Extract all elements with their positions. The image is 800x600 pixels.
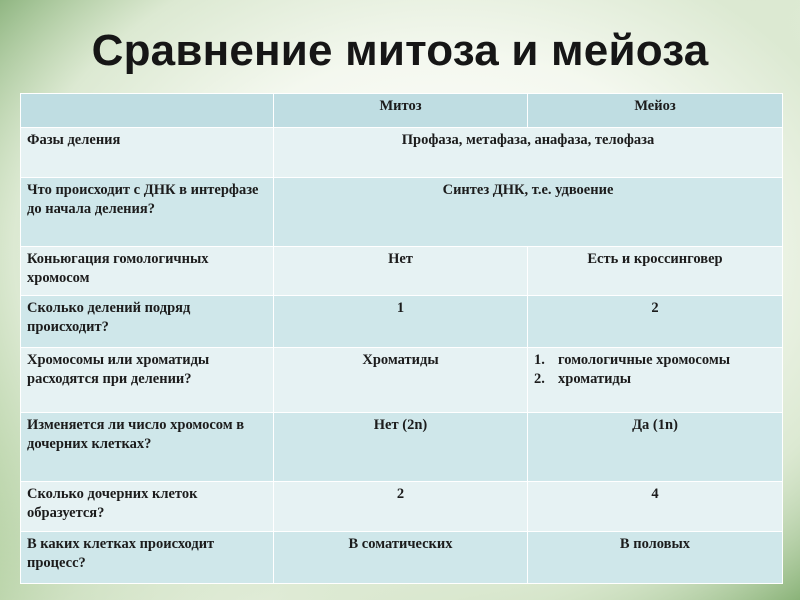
row-label: В каких клетках происходит процесс?: [21, 532, 274, 584]
table-row: [21, 296, 783, 348]
meiosis-cell: В половых: [528, 532, 783, 584]
mitosis-cell: Нет (2n): [274, 413, 528, 482]
meiosis-cell: 4: [528, 482, 783, 532]
table-row: [21, 413, 783, 482]
row-label: Сколько дочерних клеток образуется?: [21, 482, 274, 532]
merged-cell: Синтез ДНК, т.е. удвоение: [274, 178, 783, 247]
header-cell-empty: [21, 94, 274, 128]
list-text: гомологичные хромосомы: [558, 352, 731, 368]
row-label: Фазы деления: [21, 128, 274, 178]
slide-title: Сравнение митоза и мейоза: [91, 26, 709, 75]
row-label: Хромосомы или хроматиды расходятся при делении?: [21, 348, 274, 413]
row-label: Коньюгация гомологичных хромосом: [21, 247, 274, 296]
header-cell-mitosis: Митоз: [274, 94, 528, 128]
mitosis-cell: В соматических: [274, 532, 528, 584]
meiosis-numbered-list: [534, 351, 776, 389]
row-label: Что происходит с ДНК в интерфазе до начала деления?: [21, 178, 274, 247]
comparison-table: [20, 93, 783, 584]
mitosis-cell: Хроматиды: [274, 348, 528, 413]
meiosis-cell: Да (1n): [528, 413, 783, 482]
list-number: 1.: [534, 352, 545, 368]
list-item: [534, 351, 776, 370]
table-header-row: [21, 94, 783, 128]
list-number: 2.: [534, 371, 545, 387]
table-row: [21, 178, 783, 247]
mitosis-cell: 1: [274, 296, 528, 348]
list-text: хроматиды: [558, 371, 632, 387]
row-label: Сколько делений подряд происходит?: [21, 296, 274, 348]
mitosis-cell: Нет: [274, 247, 528, 296]
mitosis-cell: 2: [274, 482, 528, 532]
meiosis-cell: [528, 348, 783, 413]
table-row: [21, 128, 783, 178]
table-row: [21, 247, 783, 296]
meiosis-cell: 2: [528, 296, 783, 348]
row-label: Изменяется ли число хромосом в дочерних клетках?: [21, 413, 274, 482]
table-row: [21, 348, 783, 413]
table-row: [21, 482, 783, 532]
list-item: [534, 370, 776, 389]
meiosis-cell: Есть и кроссинговер: [528, 247, 783, 296]
header-cell-meiosis: Мейоз: [528, 94, 783, 128]
table-row: [21, 532, 783, 584]
merged-cell: Профаза, метафаза, анафаза, телофаза: [274, 128, 783, 178]
